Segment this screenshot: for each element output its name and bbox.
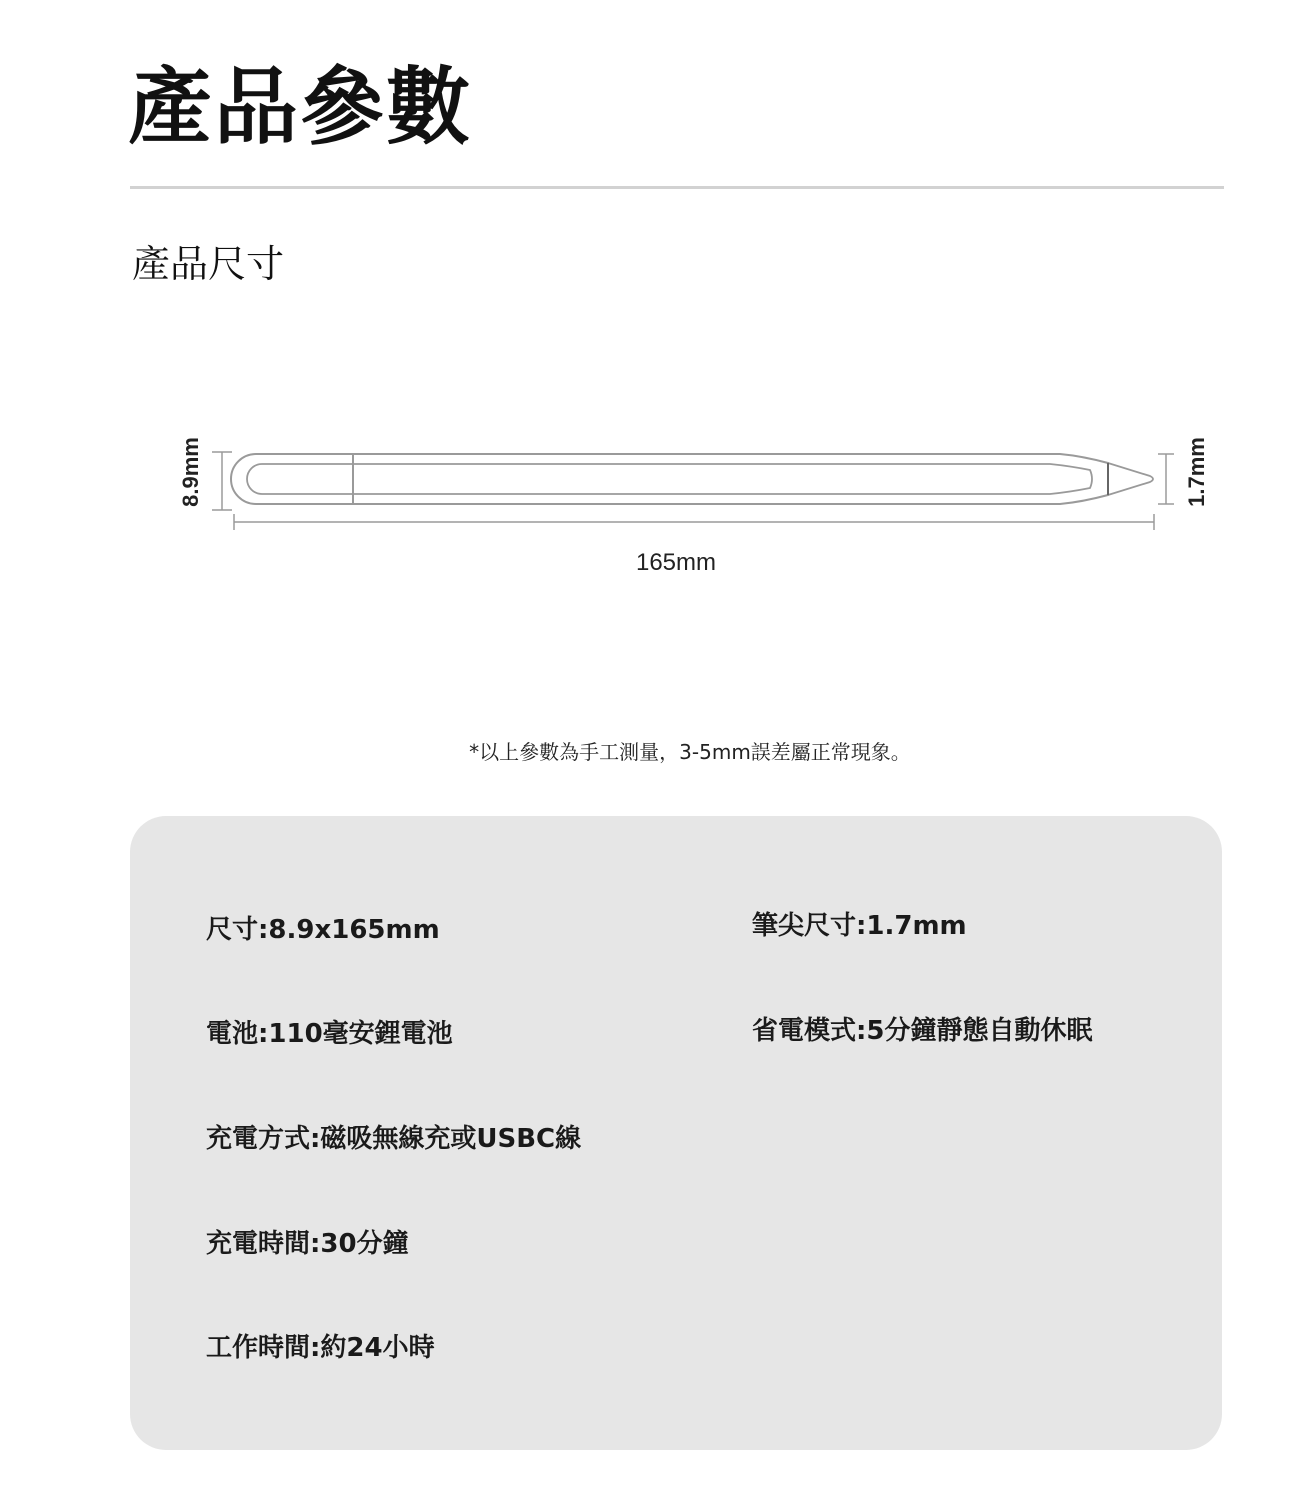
tip-diameter-label: 1.7mm	[1184, 437, 1209, 507]
spec-charging-time: 充電時間:30分鐘	[206, 1229, 409, 1259]
title-divider	[130, 186, 1224, 189]
pen-dimension-diagram	[0, 400, 1300, 600]
tip-bracket	[1158, 454, 1174, 504]
spec-charging-method: 充電方式:磁吸無線充或USBC線	[206, 1124, 582, 1154]
spec-power-saving-mode: 省電模式:5分鐘靜態自動休眠	[752, 1016, 1093, 1046]
spec-size: 尺寸:8.9x165mm	[206, 915, 440, 945]
measurement-footnote: *以上參數為手工測量，3-5mm誤差屬正常現象。	[469, 740, 911, 764]
section-heading-dimensions: 產品尺寸	[132, 242, 285, 286]
spec-battery: 電池:110毫安鋰電池	[206, 1019, 453, 1049]
diameter-label: 8.9mm	[178, 437, 203, 507]
length-dimension-line	[234, 514, 1154, 530]
spec-tip-size: 筆尖尺寸:1.7mm	[752, 911, 967, 941]
length-label: 165mm	[635, 549, 717, 576]
pen-outline	[231, 454, 1153, 504]
spec-panel	[130, 816, 1222, 1450]
spec-working-time: 工作時間:約24小時	[206, 1333, 435, 1363]
page-title: 產品參數	[128, 58, 473, 156]
diameter-bracket	[212, 452, 232, 510]
